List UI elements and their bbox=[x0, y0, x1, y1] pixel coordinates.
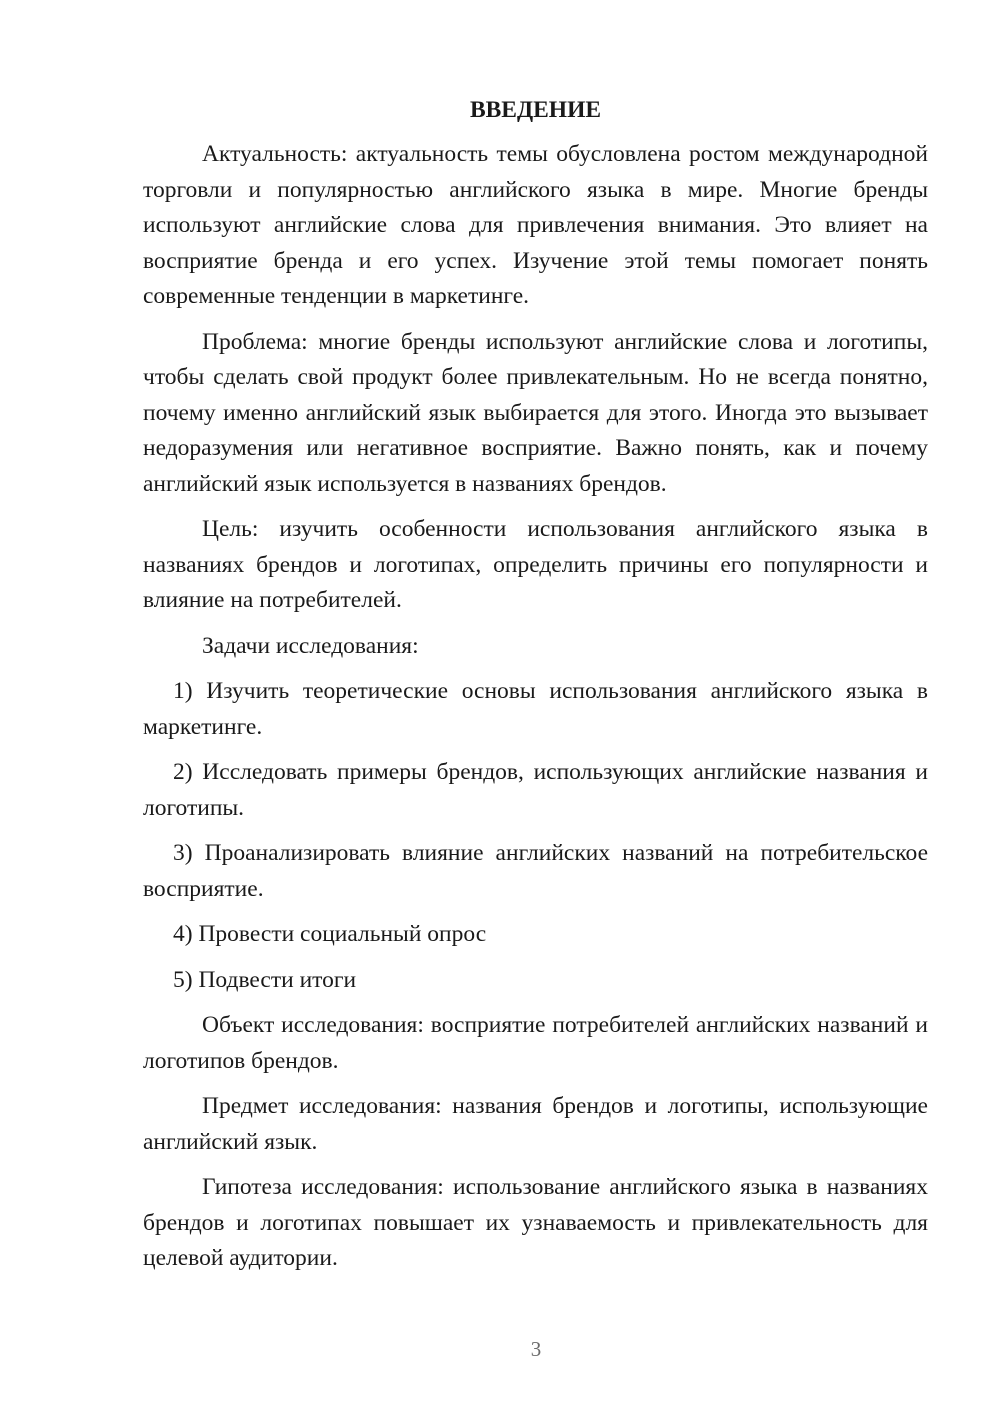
hypothesis-paragraph: Гипотеза исследования: использование английского языка в названиях брендов и логотипах повышает их узнаваемость и привлекательность для целевой аудитории. bbox=[143, 1174, 928, 1271]
task-item-2: 2) Исследовать примеры брендов, использующих английские названия и логотипы. bbox=[143, 759, 928, 821]
page-number: 3 bbox=[530, 1337, 542, 1361]
object-paragraph: Объект исследования: восприятие потребителей английских названий и логотипов брендов. bbox=[143, 1012, 928, 1074]
task-item-5: 5) Подвести итоги bbox=[173, 966, 357, 993]
page-content bbox=[143, 93, 928, 1287]
task-item-3: 3) Проанализировать влияние английских названий на потребительское восприятие. bbox=[143, 840, 928, 902]
task-item-1: 1) Изучить теоретические основы использования английского языка в маркетинге. bbox=[143, 678, 928, 740]
goal-paragraph: Цель: изучить особенности использования английского языка в названиях брендов и логотипах, определить причины его популярности и влияние на потребителей. bbox=[143, 516, 928, 613]
problem-paragraph: Проблема: многие бренды используют английские слова и логотипы, чтобы сделать свой продукт более привлекательным. Но не всегда понятно, почему именно английский язык выбирается для этого. Иногда это вызывает недоразумения или негативное восприятие. Важно понять, как и почему английский язык используется в названиях брендов. bbox=[143, 328, 928, 497]
tasks-title: Задачи исследования: bbox=[202, 632, 419, 659]
subject-paragraph: Предмет исследования: названия брендов и логотипы, использующие английский язык. bbox=[143, 1093, 928, 1155]
relevance-paragraph: Актуальность: актуальность темы обусловлена ростом международной торговли и популярностью английского языка в мире. Многие бренды используют английские слова для привлечения внимания. Это влияет на восприятие бренда и его успех. Изучение этой темы помогает понять современные тенденции в маркетинге. bbox=[143, 141, 928, 309]
section-heading: ВВЕДЕНИЕ bbox=[469, 97, 602, 123]
task-item-4: 4) Провести социальный опрос bbox=[173, 921, 487, 947]
